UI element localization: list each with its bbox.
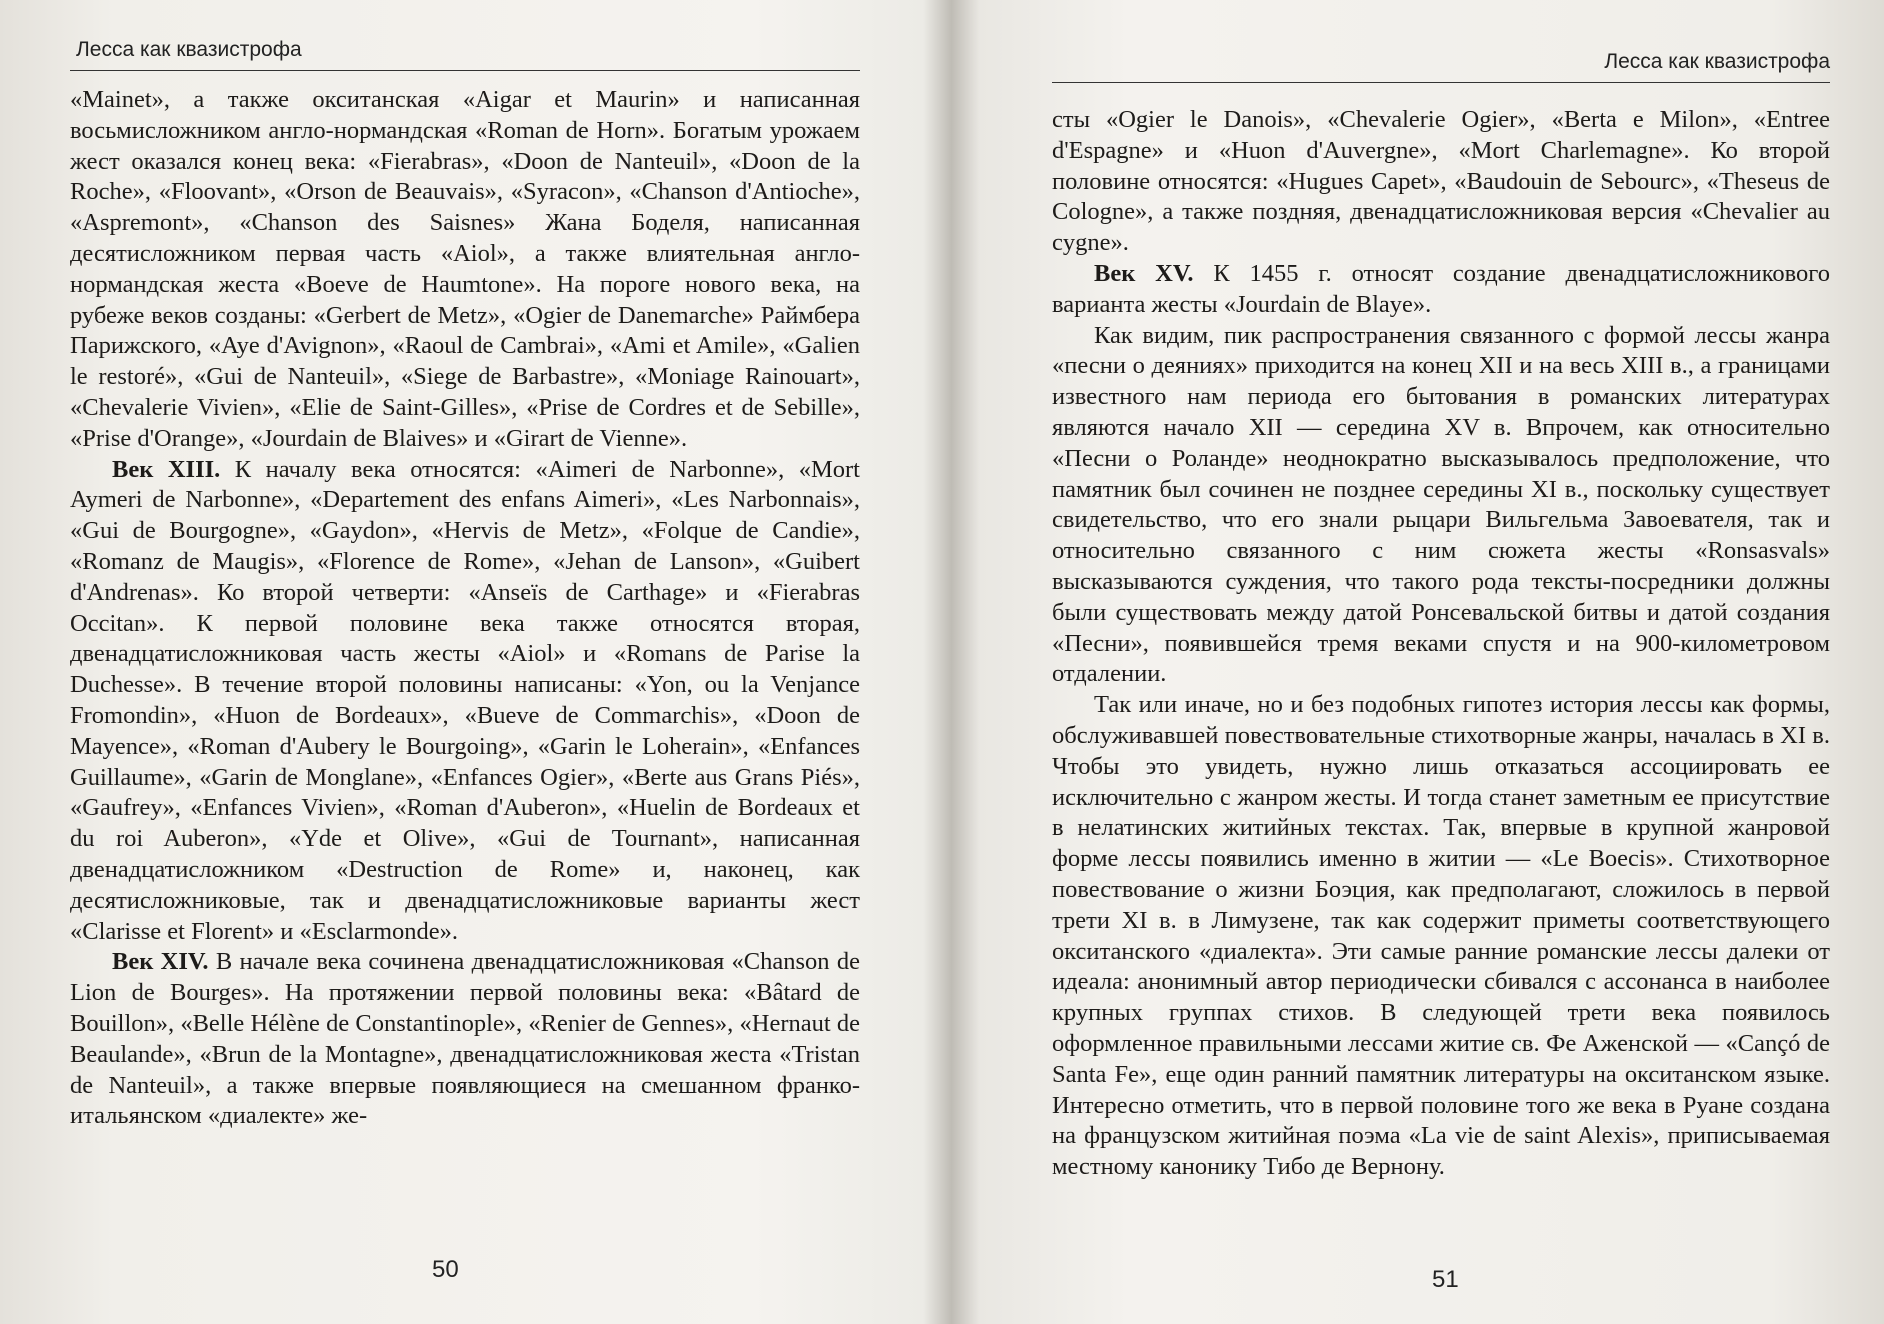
century-heading: Век XIII. <box>112 455 221 483</box>
paragraph: сты «Ogier le Danois», «Chevalerie Ogier», «Berta e Milon», «Entree d'Espagne» и «Huon d'Auvergne», «Mort Charlemagne». Ко второй половине относятся: «Hugues Capet», «Baudouin de Sebourc», «Theseus de Cologne», а также поздняя, двенадцатисложниковая версия «Chevalier au cygne». <box>1052 106 1830 257</box>
paragraph: Век XIV. В начале века сочинена двенадцатисложниковая «Chanson de Lion de Bourges». На протяжении первой половины века: «Bâtard de Bouillon», «Belle Hélène de Constantinople», «Renier de Gennes», «Hernaut de Beaulande», «Brun de la Montagne», двенадцатисложниковая жеста «Tristan de Nanteuil», а также впервые появляющиеся на смешанном франко-итальянском «диалекте» же- <box>70 948 860 1130</box>
century-heading: Век XIV. <box>112 948 209 976</box>
body-text <box>1052 105 1830 1183</box>
page-number: 50 <box>432 1256 459 1283</box>
paragraph: Век XIII. К началу века относятся: «Aimeri de Narbonne», «Mort Aymeri de Narbonne», «Departement des enfans Aimeri», «Les Narbonnais», «Gui de Bourgogne», «Gaydon», «Hervis de Metz», «Folque de Candie», «Romanz de Maugis», «Florence de Rome», «Jehan de Lanson», «Guibert d'Andrenas». Ко второй четверти: «Anseïs de Carthage» и «Fierabras Occitan». К первой половине века также относятся вторая, двенадцатисложниковая часть жесты «Aiol» и «Romans de Parise la Duchesse». В течение второй половины написаны: «Yon, ou la Venjance Fromondin», «Huon de Bordeaux», «Bueve de Commarchis», «Doon de Mayence», «Roman d'Aubery le Bourgoing», «Garin le Loherain», «Enfances Guillaume», «Garin de Monglane», «Enfances Ogier», «Berte aus Grans Piés», «Gaufrey», «Enfances Vivien», «Roman d'Auberon», «Huelin de Bordeaux et du roi Auberon», «Yde et Olive», «Gui de Tournant», написанная двенадцатисложником «Destruction de Rome» и, наконец, как десятисложниковые, так и двенадцатисложниковые варианты жест «Clarisse et Florent» и «Esclarmonde». <box>70 455 860 945</box>
century-heading: Век XV. <box>1094 259 1194 287</box>
paragraph: Как видим, пик распространения связанного с формой лессы жанра «песни о деяниях» приходится на конец XII и на весь XIII в., а границами известного нам периода его бытования в романских литературах являются начало XII — середина XV в. Впрочем, как относительно «Песни о Роланде» неоднократно высказывалось предположение, что памятник был сочинен не позднее середины XI в., поскольку существует свидетельство, что его знали рыцари Вильгельма Завоевателя, так и относительно связанного с ним сюжета жесты «Ronsasvals» высказываются суждения, что такого рода тексты-посредники должны были существовать между датой Ронсевальской битвы и датой создания «Песни», появившейся тремя веками спустя и на 900-километровом отдалении. <box>1052 321 1830 688</box>
running-head: Лесса как квазистрофа <box>1052 50 1830 83</box>
left-page <box>0 0 940 1324</box>
paragraph: «Mainet», а также окситанская «Aigar et Maurin» и написанная восьмисложником англо-нормандская «Roman de Horn». Богатым урожаем жест оказался конец века: «Fierabras», «Doon de Nanteuil», «Doon de la Roche», «Floovant», «Orson de Beauvais», «Syracon», «Chanson d'Antioche», «Aspremont», «Chanson des Saisnes» Жана Боделя, написанная десятисложником первая часть «Aiol», а также влиятельная англо-нормандская жеста «Boeve de Haumtone». На пороге нового века, на рубеже веков созданы: «Gerbert de Metz», «Ogier de Danemarche» Раймбера Парижского, «Aye d'Avignon», «Raoul de Cambrai», «Ami et Amile», «Galien le restoré», «Gui de Nanteuil», «Siege de Barbastre», «Moniage Rainouart», «Chevalerie Vivien», «Elie de Saint-Gilles», «Prise de Cordres et de Sebille», «Prise d'Orange», «Jourdain de Blaives» и «Girart de Vienne». <box>70 86 860 452</box>
paragraph: Век XV. К 1455 г. относят создание двенадцатисложникового варианта жесты «Jourdain de Blaye». <box>1052 259 1830 318</box>
page-number: 51 <box>1432 1266 1459 1293</box>
running-head: Лесса как квазистрофа <box>70 38 860 71</box>
paragraph: Так или иначе, но и без подобных гипотез история лессы как формы, обслуживавшей повествовательные стихотворные жанры, началась в XI в. Чтобы это увидеть, нужно лишь отказаться ассоциировать ее исключительно с жанром жесты. И тогда станет заметным ее присутствие в нелатинских житийных текстах. Так, впервые в крупной жанровой форме лессы появились именно в житии — «Le Boecis». Стихотворное повествование о жизни Боэция, как предполагают, сложилось в первой трети XI в. в Лимузене, так как содержит приметы соответствующего окситанского «диалекта». Эти самые ранние романские лессы далеки от идеала: анонимный автор периодически сбивался с ассонанса в наиболее крупных группах стихов. В следующей трети века появилось оформленное правильными лессами житие св. Фе Аженской — «Cançó de Santa Fe», еще один ранний памятник литературы на окситанском языке. Интересно отметить, что в первой половине того же века в Руане создана на французском житийная поэма «La vie de saint Alexis», приписываемая местному канонику Тибо де Вернону. <box>1052 691 1830 1181</box>
body-text <box>70 85 860 1132</box>
right-page <box>962 0 1884 1324</box>
